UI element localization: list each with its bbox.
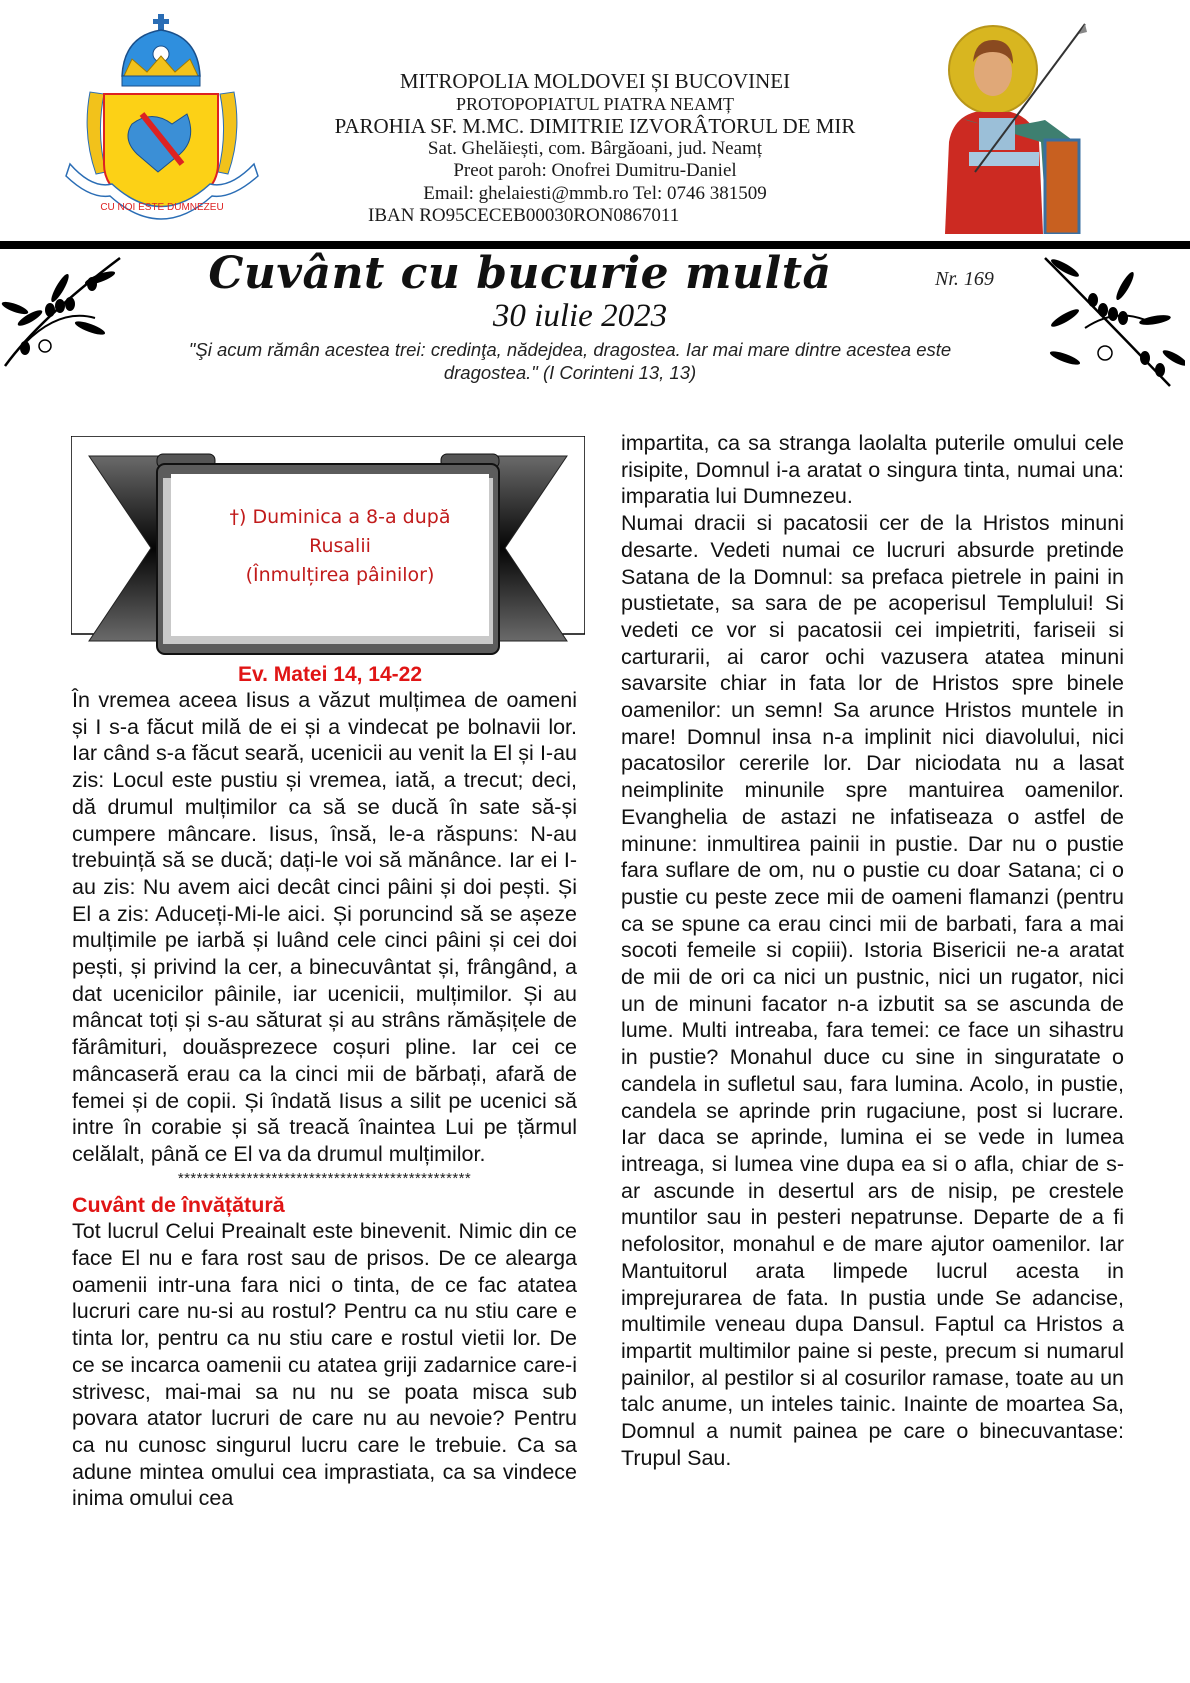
- section-separator: ***********************************************: [177, 1169, 472, 1187]
- iban: IBAN RO95CECEB00030RON0867011: [368, 205, 680, 226]
- motto-line-2: dragostea." (I Corinteni 13, 13): [443, 362, 697, 383]
- metropolis-name: MITROPOLIA MOLDOVEI ȘI BUCOVINEI: [399, 69, 791, 93]
- newsletter-title: Cuvânt cu bucurie multă: [208, 248, 832, 299]
- crest-motto: CU NOI ESTE DUMNEZEU: [100, 202, 224, 213]
- parish-address: Sat. Ghelăiești, com. Bârgăoani, jud. Neamț: [427, 137, 763, 159]
- issue-number: Nr. 169: [935, 268, 994, 290]
- motto-line-1: "Şi acum rămân acestea trei: credinţa, nădejdea, dragostea. Iar mai mare dintre acestea este: [188, 339, 952, 360]
- parish-name: PAROHIA SF. M.MC. DIMITRIE IZVORÂTORUL DE MIR: [334, 114, 856, 138]
- gospel-text: În vremea aceea Iisus a văzut mulțimea de oameni și I s-a făcut milă de ei și a vindecat pe bolnavii lor. Iar când s-a făcut seară, ucenicii au venit la El și I-au zis: Locul este pustiu și vremea, iată, a trecut; deci, dă drumul mulțimilor ca să se ducă în sate să-și cumpere mâncare. Iisus, însă, le-a răspuns: N-au trebuință să se ducă; dați-le voi să mănânce. Iar ei I-au zis: Nu avem aici decât cinci pâini și doi pești. Și El a zis: Aduceți-Mi-le aici. Și poruncind să se așeze mulțimile pe iarbă și luând cele cinci pâini și cei doi pești, și privind la cer, a binecuvântat și, frângând, a dat ucenicilor pâinile, iar ucenicii, mulțimilor. Și au mâncat toți și s-au săturat și au strâns rămășițele de fărâmituri, douăsprezece coșuri pline. Iar cei ce mâncaseră erau ca la cinci mii de bărbați, afară de femei și de copii. Și îndată Iisus a silit pe ucenici să intre în corabie și să treacă înaintea Lui pe țărmul celălalt, până ce El va da drumul mulțimilor.: [72, 688, 577, 1166]
- saint-dimitrie-icon: [935, 22, 1090, 234]
- right-column: [621, 430, 1124, 1471]
- sermon-text-part-2: impartita, ca sa stranga laolalta puterile omului cele risipite, Domnul i-a aratat o singura tinta, numai una: imparatia lui Dumnezeu.: [621, 431, 1124, 509]
- scripture-motto: [120, 338, 1020, 384]
- sermon-title: Cuvânt de învățătură: [72, 1192, 285, 1217]
- coat-of-arms-icon: [62, 14, 262, 239]
- sermon-text-part-3: Numai dracii si pacatosii cer de la Hristos minuni desarte. Vedeti numai ce lucruri absurde pretinde Satana de la Domnul: sa prefaca pietrele in paini in pustietate, sa sara de pe acoperisul Templului! Si vedeti ce vor si pacatosii cei impietriti, fariseii si carturarii, ai caror ochi vazusera atatea minuni savarsite chiar in fata lor de Hristos spre binele oamenilor: un semn! Sa arunce Hristos muntele in mare! Domnul insa n-a implinit nici diavolului, nici pacatosilor cererile lor. Dar niciodata nu a lasat neimplinite minunile spre mantuirea oamenilor. Evanghelia de astazi ne infatiseaza o astfel de minune: inmultirea painii in pustie. Dar nu o pustie fara suflare de om, nu o pustie cu doar Satana; ci o pustie cu peste zece mii de oameni flamanzi (pentru ca se spune ca erau cinci mii de barbati, fara a mai socoti femeile si copiii). Istoria Bisericii ne-a aratat de mii de ori ca nici un pustnic, nici un rugator, nici un de minuni facator n-a izbutit sa se ascunda de lume. Multi intreaba, fara temei: ce face un sihastru in pustie? Monahul duce cu sine in singuratate o candela in sufletul sau, fara lumina. Acolo, in pustie, candela se aprinde prin rugaciune, post si lucrare. Iar daca se aprinde, lumina ei se vede in lumea intreaga, si lumea vine dupa ea si o afla, chiar de s-ar ascunde in desertul ars de nisip, pe crestele muntilor sau in pesteri nepatrunse. Departe de a fi nefolositor, monahul e de mare ajutor oamenilor. Iar Mantuitorul arata limpede lucrul acesta in imprejurarea de fata. In pustia unde Se adancise, multimile veneau dupa Dansul. Faptul ca Hristos a impartit multimilor paine si peste, precum si numarul painilor, al pestilor si al cosurilor ramase, toate au un talc anume, un inteles tainic. Inainte de moartea Sa, Domnul a numit painea pe care o binecuvantase: Trupul Sau.: [621, 511, 1124, 1470]
- feast-line-1: †) Duminica a 8-a după: [229, 506, 451, 528]
- left-column: [72, 687, 577, 1512]
- feast-line-2: Rusalii: [309, 535, 371, 557]
- olive-branch-icon: [0, 248, 140, 368]
- feast-line-3: (Înmulțirea pâinilor): [245, 564, 435, 586]
- sermon-text-part-1: Tot lucrul Celui Preainalt este binevenit. Nimic din ce face El nu e fara rost sau de prisos. De ce alearga oamenii intr-una fara nici o tinta, de ce fac atatea lucruri care nu-si au rostul? Pentru ca nu stiu care e tinta lor, pentru ca nu stiu care e rostul vietii lor. De ce se incarca oamenii cu atatea griji zadarnice care-i strivesc, mai-mai sa nu nu se poata misca sub povara atator lucruri de care nu au nevoie? Pentru ca nu cunosc singurul lucru care le trebuie. Ca sa adune mintea omului cea imprastiata, ca sa vindece inima omului cea: [72, 1219, 577, 1511]
- parish-priest: Preot paroh: Onofrei Dumitru-Daniel: [453, 160, 737, 181]
- olive-branch-icon: [1035, 248, 1185, 388]
- gospel-reference: Ev. Matei 14, 14-22: [237, 663, 423, 686]
- issue-date: 30 iulie 2023: [492, 298, 668, 334]
- protopopiat-name: PROTOPOPIATUL PIATRA NEAMȚ: [455, 93, 735, 114]
- feast-title: [180, 503, 500, 590]
- contact-info: Email: ghelaiesti@mmb.ro Tel: 0746 381509: [423, 182, 767, 204]
- letterhead: [300, 70, 890, 228]
